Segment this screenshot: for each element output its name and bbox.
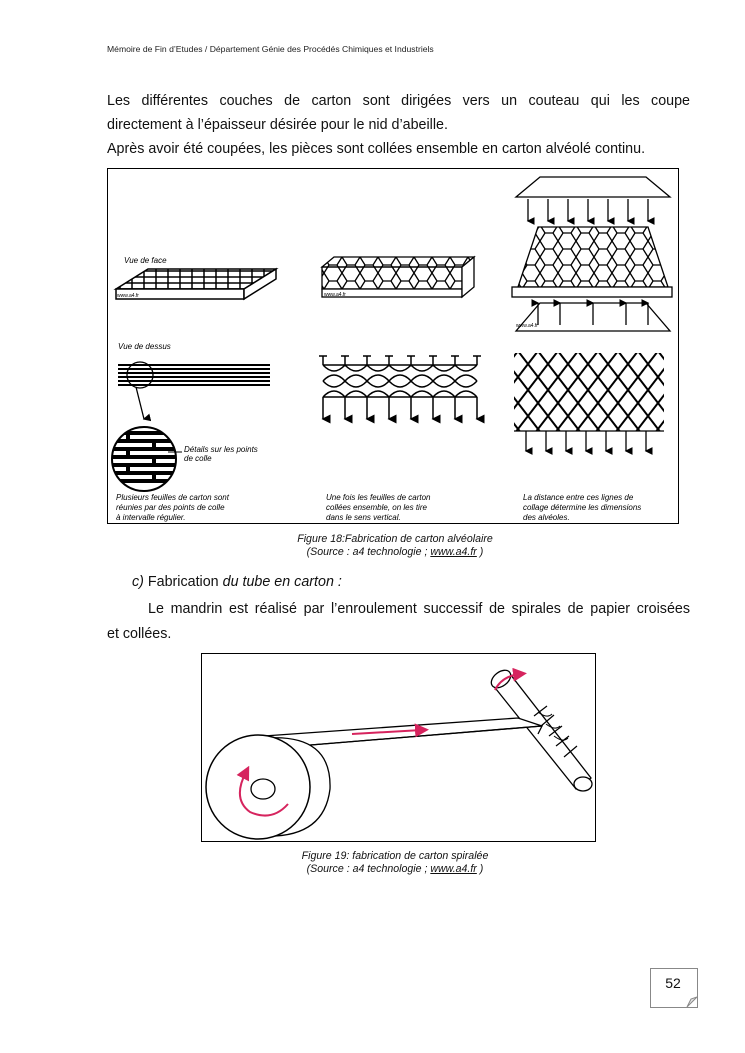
label-front-view: Vue de face xyxy=(124,256,167,265)
caption-source-prefix: (Source : a4 technologie ; xyxy=(306,863,431,875)
figure-19-illustration xyxy=(202,654,595,841)
diamond-mesh xyxy=(514,353,664,451)
label-detail: de colle xyxy=(184,454,212,463)
paragraph-line: directement à l’épaisseur désirée pour le nid d’abeille. xyxy=(107,117,448,133)
subsection-marker: c) xyxy=(132,574,144,590)
pull-handles-top xyxy=(319,356,481,365)
column-caption: collées ensemble, on les tire xyxy=(326,503,427,512)
pull-arrows-bottom xyxy=(323,397,477,419)
column-caption: collage détermine les dimensions xyxy=(523,503,642,512)
column-caption: réunies par des points de colle xyxy=(116,503,225,512)
subsection-title-italic: du tube en carton : xyxy=(222,574,342,590)
column-caption: La distance entre ces lignes de xyxy=(523,493,634,502)
stretched-sheets xyxy=(323,365,477,397)
source-link[interactable]: www.a4.fr xyxy=(430,546,477,558)
caption-source xyxy=(200,546,590,559)
source-link[interactable]: www.a4.fr xyxy=(430,863,477,875)
figure-18-caption xyxy=(200,533,590,559)
expanded-block-front xyxy=(322,257,474,297)
column-caption: dans le sens vertical. xyxy=(326,513,401,522)
watermark: www.a4.fr xyxy=(516,323,538,329)
stacked-sheets-top xyxy=(118,362,270,419)
caption-title: Figure 18:Fabrication de carton alvéolaire xyxy=(297,533,493,545)
caption-source xyxy=(200,863,590,876)
column-caption: Une fois les feuilles de carton xyxy=(326,493,431,502)
stacked-sheets-front xyxy=(116,269,276,299)
figure-19-box xyxy=(201,653,596,842)
paper-roll xyxy=(206,735,330,839)
watermark: www.a4.fr xyxy=(324,292,346,298)
paragraph-line: et collées. xyxy=(107,626,172,642)
column-caption: à intervalle régulier. xyxy=(116,513,186,522)
label-detail: Détails sur les points xyxy=(184,445,258,454)
detail-circle xyxy=(108,427,188,491)
paragraph-line: Après avoir été coupées, les pièces sont collées ensemble en carton alvéolé continu. xyxy=(107,141,646,157)
watermark: www.a4.fr xyxy=(117,293,139,299)
label-top-view: Vue de dessus xyxy=(118,342,171,351)
caption-source-suffix: ) xyxy=(476,863,484,875)
subsection-title xyxy=(132,574,342,590)
press-plate-top xyxy=(516,177,670,221)
paragraph-line: Les différentes couches de carton sont dirigées vers un couteau qui les coupe xyxy=(107,93,690,109)
page-number: 52 xyxy=(665,975,681,991)
running-header: Mémoire de Fin d’Etudes / Département Génie des Procédés Chimiques et Industriels xyxy=(107,44,434,54)
figure-18-illustration xyxy=(108,169,678,523)
caption-source-prefix: (Source : a4 technologie ; xyxy=(306,546,431,558)
caption-title: Figure 19: fabrication de carton spiralée xyxy=(301,850,489,862)
press-plate-bottom xyxy=(516,303,670,331)
honeycomb-block xyxy=(512,227,672,297)
paragraph-line: Le mandrin est réalisé par l’enroulement successif de spirales de papier croisées xyxy=(148,601,690,617)
subsection-title-normal: Fabrication xyxy=(147,574,219,590)
column-caption: des alvéoles. xyxy=(523,513,570,522)
caption-source-suffix: ) xyxy=(476,546,484,558)
figure-18-box xyxy=(107,168,679,524)
column-caption: Plusieurs feuilles de carton sont xyxy=(116,493,229,502)
figure-19-caption xyxy=(200,850,590,876)
